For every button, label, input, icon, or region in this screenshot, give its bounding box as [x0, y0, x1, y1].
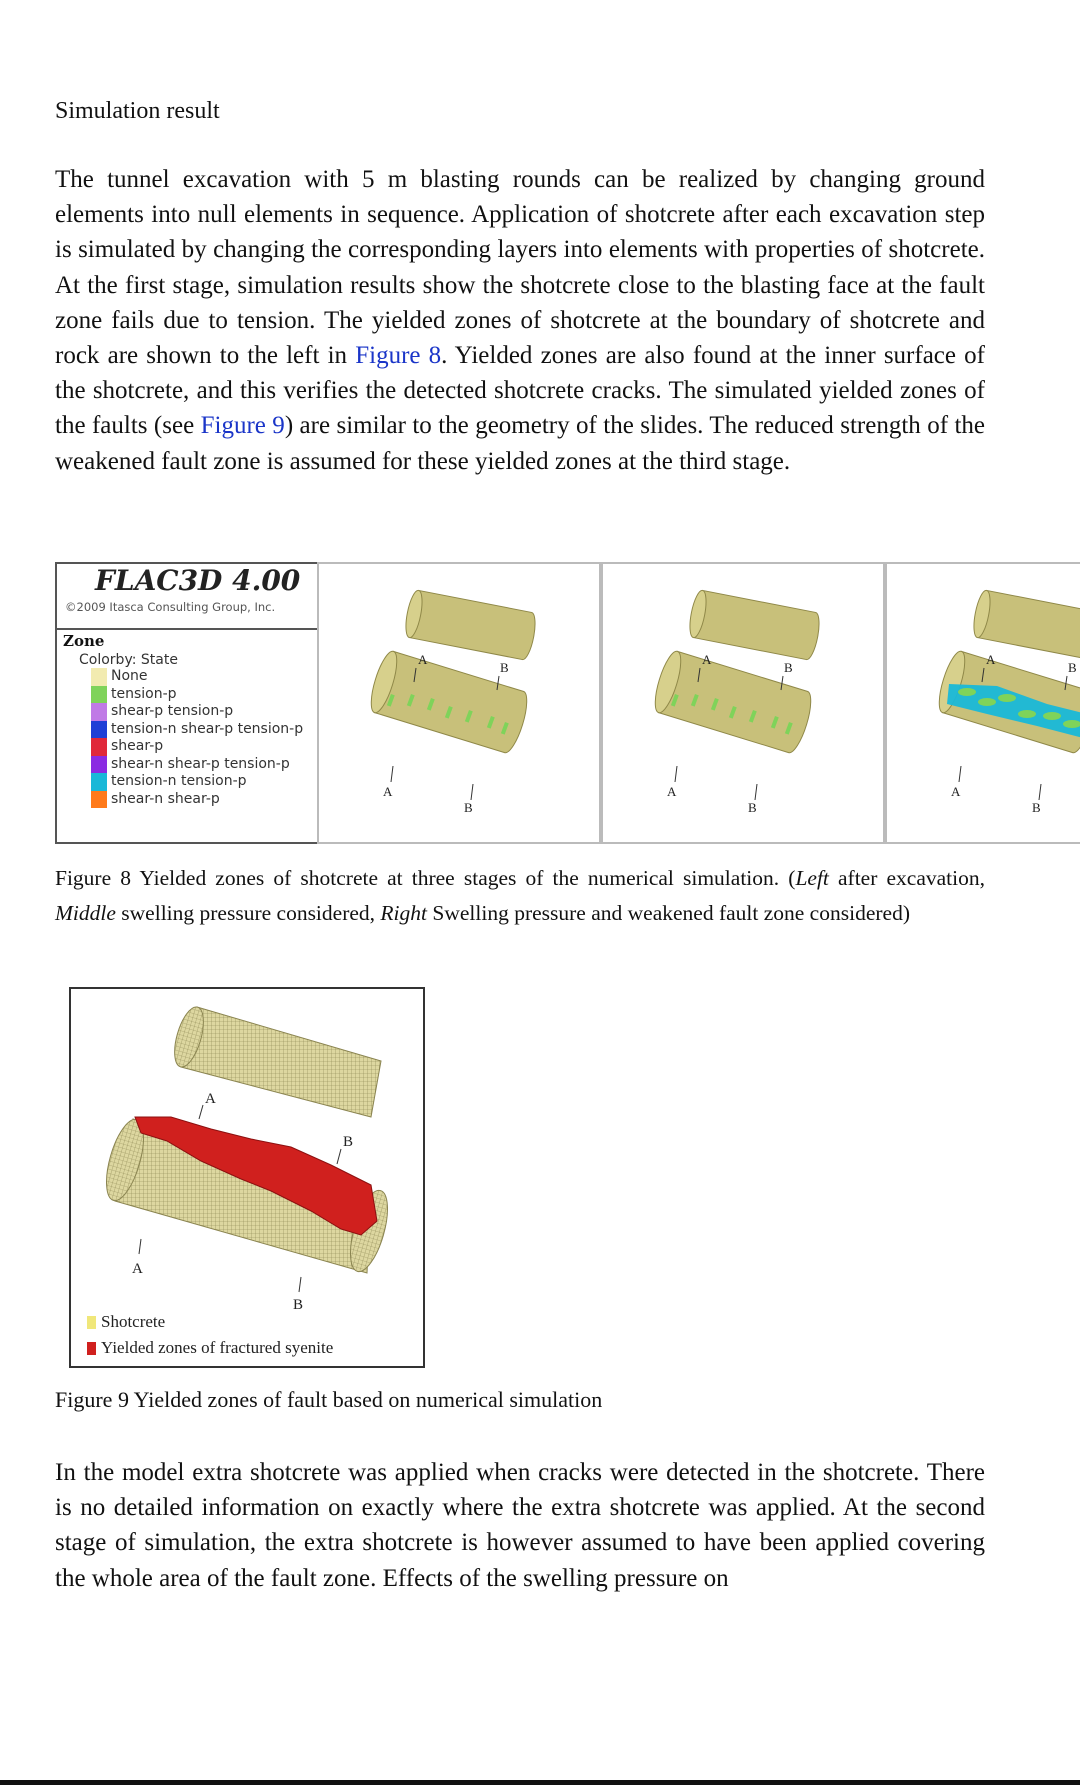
legend-swatch	[91, 791, 107, 809]
legend-label: tension-n shear-p tension-p	[111, 720, 304, 737]
legend-label: shear-p tension-p	[111, 703, 234, 719]
yielded-zone-spot	[1018, 710, 1036, 718]
marker-line-a-top	[199, 1105, 203, 1119]
fig8-caption-right: Right	[380, 900, 427, 925]
panel-middle-swelling	[601, 562, 885, 844]
legend-item	[91, 703, 303, 721]
marker-line-a-bottom	[959, 766, 961, 782]
legend-swatch	[91, 756, 107, 774]
software-copyright: ©2009 Itasca Consulting Group, Inc.	[65, 600, 276, 614]
fig8-caption-middle: Middle	[55, 900, 116, 925]
fig8-caption-right-text: Swelling pressure and weakened fault zone considered)	[427, 900, 910, 925]
legend-label: tension-n tension-p	[111, 773, 247, 789]
legend-swatch	[91, 721, 107, 739]
fig9-legend-yielded-label: Yielded zones of fractured syenite	[101, 1338, 334, 1357]
legend-label: shear-n shear-p	[111, 790, 220, 807]
marker-a-bottom: A	[667, 784, 677, 799]
section-heading: Simulation result	[55, 98, 220, 124]
legend-swatch	[91, 686, 107, 704]
marker-b-bottom: B	[293, 1297, 304, 1313]
tunnel-body	[693, 590, 819, 659]
marker-a-bottom: A	[383, 784, 393, 799]
tunnel-model-left	[319, 564, 599, 842]
marker-a-top: A	[702, 652, 712, 667]
paragraph-2	[55, 1455, 985, 1596]
fig8-caption-middle-text: swelling pressure considered,	[115, 900, 381, 925]
legend-item	[91, 668, 303, 686]
software-name: FLAC3D 4.00	[95, 564, 301, 597]
fault-model	[71, 989, 423, 1366]
fig9-swatch-shotcrete	[87, 1316, 96, 1329]
legend-item	[91, 756, 303, 774]
paragraph-1-text-c: ) are similar to the geometry of the slides. The reduced strength of the weakened fault zone is assumed for these yielded zones at the third stage.	[55, 412, 985, 475]
figure-9-caption: Figure 9 Yielded zones of fault based on numerical simulation	[55, 1387, 603, 1412]
tunnel-model-right	[887, 564, 1080, 842]
marker-a-top: A	[205, 1091, 216, 1107]
marker-a-bottom: A	[132, 1261, 143, 1277]
marker-line-b-bottom	[755, 784, 757, 800]
marker-line-b-bottom	[1039, 784, 1041, 800]
marker-a-bottom: A	[951, 784, 961, 799]
legend-swatch	[91, 703, 107, 721]
legend-label: shear-p	[111, 738, 164, 754]
legend-label: shear-n shear-p tension-p	[111, 755, 290, 772]
legend-label: tension-p	[111, 685, 177, 702]
marker-b-top: B	[1068, 660, 1077, 675]
fig9-swatch-yielded	[87, 1342, 96, 1355]
tunnel-upper-segment	[403, 589, 535, 659]
figure-8	[55, 562, 1080, 844]
legend-label: None	[111, 668, 148, 684]
state-legend	[91, 668, 303, 808]
zone-label: Zone	[63, 632, 105, 650]
marker-b-bottom: B	[748, 800, 757, 815]
marker-line-a-bottom	[391, 766, 393, 782]
fig8-caption-left-text: after excavation,	[828, 866, 985, 890]
figure-9-link[interactable]: Figure 9	[200, 412, 285, 440]
legend-item	[91, 686, 303, 704]
marker-line-b-bottom	[471, 784, 473, 800]
legend-swatch	[91, 738, 107, 756]
page-bottom-rule	[0, 1780, 1080, 1785]
marker-line-b-bottom	[299, 1277, 301, 1292]
legend-item	[91, 738, 303, 756]
tunnel-model-middle	[603, 564, 883, 842]
figure-8-link[interactable]: Figure 8	[355, 342, 442, 370]
paragraph-1-text-a: The tunnel excavation with 5 m blasting rounds can be realized by changing ground elements into null elements in sequence. Application of shotcrete after each excavation step is simulated by changing the corresponding layers into elements with properties of shotcrete. At the first stage, simulation results show the shotcrete close to the blasting face at the fault zone fails due to tension. The yielded zones of shotcrete at the boundary of shotcrete and rock are shown to the left in	[55, 166, 985, 370]
marker-line-b-top	[337, 1149, 341, 1164]
tunnel-upper-segment	[687, 589, 819, 659]
tunnel-body	[977, 590, 1080, 659]
fig8-caption-left: Left	[795, 866, 829, 890]
figure-9	[69, 987, 425, 1368]
yielded-zone-spot	[1043, 712, 1061, 720]
marker-b-top: B	[784, 660, 793, 675]
legend-item	[91, 773, 303, 791]
marker-a-top: A	[986, 652, 996, 667]
paragraph-1	[55, 162, 985, 479]
marker-b-top: B	[500, 660, 509, 675]
flac-legend-panel	[55, 562, 319, 844]
marker-b-bottom: B	[1032, 800, 1041, 815]
figure-8-caption	[55, 861, 985, 930]
legend-title-box	[57, 564, 317, 630]
colorby-label: Colorby: State	[79, 652, 178, 668]
legend-item	[91, 721, 303, 739]
panel-left-after-excavation	[317, 562, 601, 844]
fig9-legend-yielded	[101, 1338, 333, 1358]
fig9-legend-shotcrete	[101, 1312, 165, 1332]
tunnel-upper-segment	[971, 589, 1080, 659]
yielded-zone-spot	[978, 698, 996, 706]
paragraph-2-text: In the model extra shotcrete was applied when cracks were detected in the shotcrete. There is no detailed information on exactly where the extra shotcrete was applied. At the second stage of simulation, the extra shotcrete is however assumed to have been applied covering the whole area of the fault zone. Effects of the swelling pressure on	[55, 1459, 985, 1592]
marker-line-a-bottom	[675, 766, 677, 782]
panel-right-weakened-fault	[885, 562, 1080, 844]
yielded-zone-spot	[998, 694, 1016, 702]
yielded-zone-spot	[958, 688, 976, 696]
legend-swatch	[91, 773, 107, 791]
legend-swatch	[91, 668, 107, 686]
marker-a-top: A	[418, 652, 428, 667]
marker-b-bottom: B	[464, 800, 473, 815]
marker-b-top: B	[343, 1134, 354, 1150]
marker-line-a-bottom	[139, 1239, 141, 1254]
fig8-caption-prefix: Figure 8 Yielded zones of shotcrete at three stages of the numerical simulation. (	[55, 866, 796, 890]
paragraph-1-text-b: . Yielded zones are also found at the inner surface of the shotcrete, and this verifies the detected shotcrete cracks. The simulated yielded zones of the faults (see	[55, 342, 986, 440]
fig9-legend-shotcrete-label: Shotcrete	[101, 1312, 166, 1331]
tunnel-body	[409, 590, 535, 659]
legend-item	[91, 791, 303, 809]
